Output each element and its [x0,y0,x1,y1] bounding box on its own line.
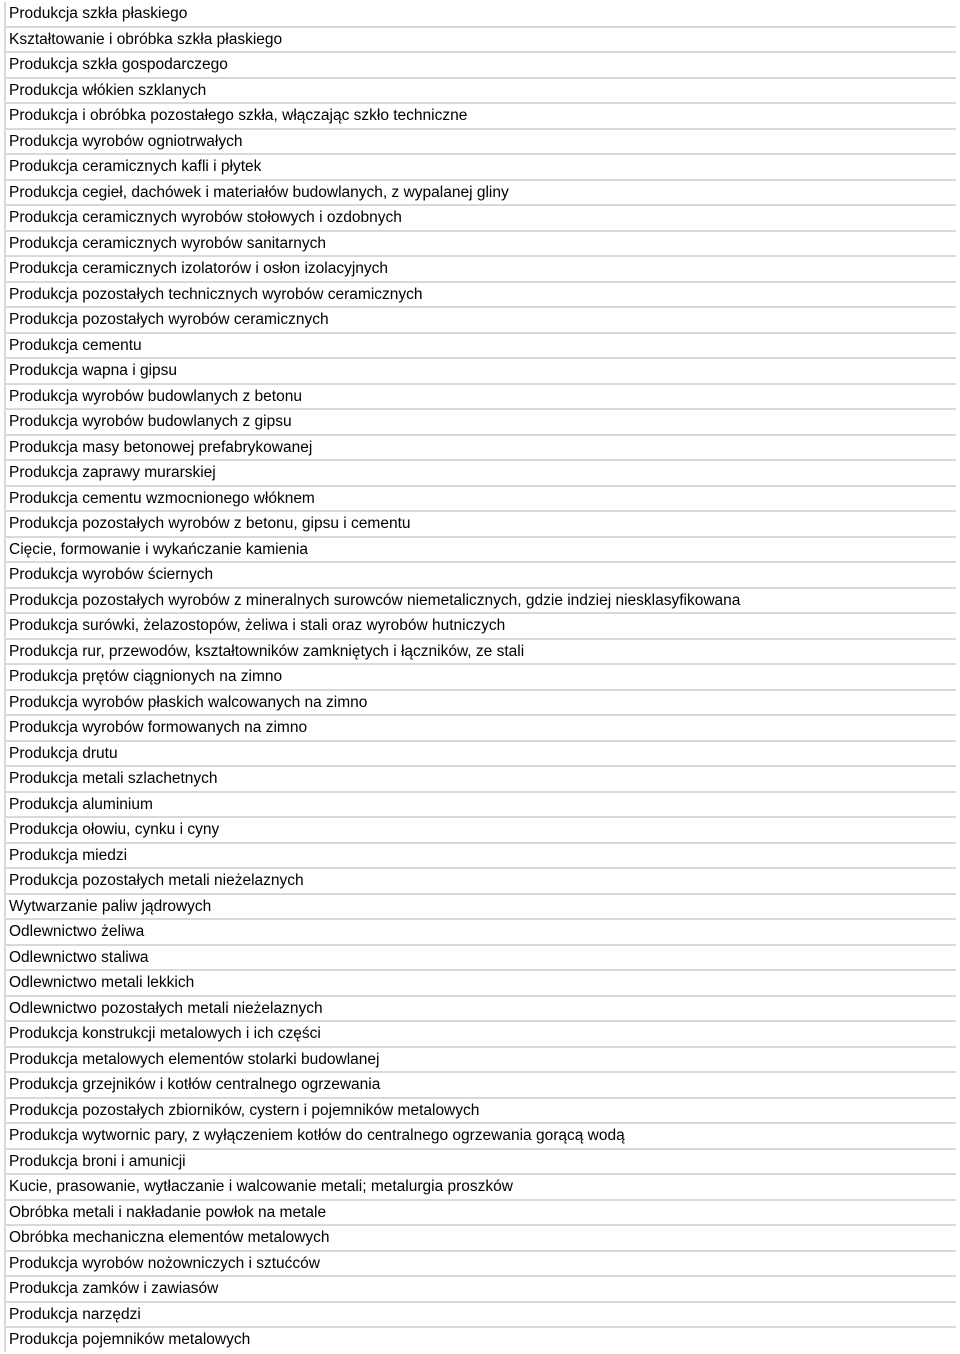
list-item [4,1071,956,1097]
list-item [4,995,956,1021]
list-item-label: Produkcja ceramicznych wyrobów sanitarnych [9,234,327,252]
list-item-label: Produkcja wapna i gipsu [9,362,178,379]
list-item [4,740,956,766]
list-item [4,765,956,791]
list-item-label: Produkcja aluminium [9,795,153,813]
list-item-label: Produkcja ceramicznych izolatorów i osłon izolacyjnych [9,260,389,277]
list-item-label: Produkcja pozostałych metali nieżelaznych [9,872,304,889]
list-item [4,255,956,281]
list-item-label: Produkcja ołowiu, cynku i cyny [9,821,220,838]
list-item [4,969,956,995]
list-item [4,281,956,307]
list-item [4,587,956,613]
list-item-label: Odlewnictwo pozostałych metali nieżelaznych [9,999,323,1017]
list-item-label: Produkcja szkła płaskiego [9,5,188,22]
list-item-label: Produkcja metali szlachetnych [9,770,218,787]
list-item [4,408,956,434]
list-item [4,153,956,179]
list-item-label: Odlewnictwo żeliwa [9,923,145,940]
list-item [4,1173,956,1199]
list-item-label: Produkcja pozostałych zbiorników, cystern i pojemników metalowych [9,1101,480,1119]
list-item [4,306,956,332]
list-item-label: Produkcja narzędzi [9,1305,141,1323]
list-item [4,230,956,256]
list-item-label: Produkcja szkła gospodarczego [9,56,228,73]
list-item [4,434,956,460]
list-item-label: Obróbka mechaniczna elementów metalowych [9,1229,330,1246]
list-item [4,1301,956,1327]
list-item [4,510,956,536]
list-item-label: Produkcja cementu wzmocnionego włóknem [9,489,315,507]
list-item [4,561,956,587]
list-item [4,689,956,715]
list-item-label: Produkcja wyrobów płaskich walcowanych na zimno [9,693,368,711]
list-item [4,357,956,383]
list-item [4,383,956,409]
list-item-label: Produkcja pozostałych wyrobów ceramicznych [9,311,329,328]
list-item [4,1020,956,1046]
list-item [4,944,956,970]
list-item [4,459,956,485]
list-item [4,918,956,944]
list-item [4,128,956,154]
list-item-label: Wytwarzanie paliw jądrowych [9,897,212,915]
list-item [4,714,956,740]
list-item [4,1122,956,1148]
list-item-label: Produkcja cementu [9,336,142,354]
list-item-label: Produkcja pojemników metalowych [9,1331,251,1348]
activity-list [4,2,956,1352]
list-item-label: Produkcja pozostałych wyrobów z mineralnych surowców niemetalicznych, gdzie indziej niesklasyfikowana [9,591,741,609]
list-item [4,1148,956,1174]
list-item [4,791,956,817]
list-item [4,663,956,689]
list-item [4,816,956,842]
list-item-label: Produkcja metalowych elementów stolarki budowlanej [9,1050,380,1068]
list-item [4,536,956,562]
list-item-label: Produkcja wyrobów formowanych na zimno [9,719,308,736]
list-item-label: Produkcja pozostałych wyrobów z betonu, gipsu i cementu [9,515,411,532]
list-item [4,1224,956,1250]
list-item-label: Produkcja wyrobów ściernych [9,566,214,583]
list-item [4,1326,956,1352]
list-item-label: Cięcie, formowanie i wykańczanie kamienia [9,540,308,558]
list-item [4,1097,956,1123]
list-item-label: Produkcja wyrobów budowlanych z betonu [9,387,302,405]
list-item [4,102,956,128]
list-item [4,51,956,77]
list-item-label: Produkcja broni i amunicji [9,1152,186,1170]
list-item [4,612,956,638]
list-item [4,1250,956,1276]
list-item [4,842,956,868]
list-item [4,1046,956,1072]
list-item-label: Produkcja drutu [9,744,118,762]
list-item-label: Produkcja rur, przewodów, kształtowników zamkniętych i łączników, ze stali [9,642,525,660]
list-item-label: Produkcja ceramicznych kafli i płytek [9,158,262,175]
list-item-label: Kształtowanie i obróbka szkła płaskiego [9,30,283,48]
list-item [4,893,956,919]
list-item-label: Produkcja wyrobów ogniotrwałych [9,132,243,150]
list-item-label: Odlewnictwo staliwa [9,948,149,966]
list-item [4,638,956,664]
list-item [4,485,956,511]
list-item [4,1275,956,1301]
list-item-label: Produkcja włókien szklanych [9,81,207,99]
list-item-label: Produkcja wyrobów nożowniczych i sztućców [9,1254,320,1272]
list-item-label: Produkcja prętów ciągnionych na zimno [9,668,283,685]
list-item-label: Odlewnictwo metali lekkich [9,974,195,991]
list-item [4,179,956,205]
list-item-label: Produkcja pozostałych technicznych wyrobów ceramicznych [9,285,423,303]
list-item [4,204,956,230]
list-item [4,332,956,358]
list-item [4,26,956,52]
list-item [4,867,956,893]
list-item [4,1199,956,1225]
list-item-label: Produkcja grzejników i kotłów centralnego ogrzewania [9,1076,381,1093]
list-item-label: Produkcja wytwornic pary, z wyłączeniem kotłów do centralnego ogrzewania gorącą wodą [9,1127,625,1144]
list-item-label: Produkcja cegieł, dachówek i materiałów budowlanych, z wypalanej gliny [9,183,509,201]
list-item-label: Obróbka metali i nakładanie powłok na metale [9,1203,327,1221]
list-item-label: Produkcja zamków i zawiasów [9,1280,219,1297]
list-item-label: Produkcja i obróbka pozostałego szkła, włączając szkło techniczne [9,107,468,124]
list-item-label: Kucie, prasowanie, wytłaczanie i walcowanie metali; metalurgia proszków [9,1178,513,1195]
list-item-label: Produkcja wyrobów budowlanych z gipsu [9,413,292,430]
list-item-label: Produkcja ceramicznych wyrobów stołowych i ozdobnych [9,209,402,226]
list-item-label: Produkcja surówki, żelazostopów, żeliwa i stali oraz wyrobów hutniczych [9,617,506,634]
list-item [4,77,956,103]
list-item-label: Produkcja miedzi [9,846,128,864]
list-item-label: Produkcja konstrukcji metalowych i ich części [9,1025,321,1042]
list-item-label: Produkcja zaprawy murarskiej [9,464,216,481]
list-item-label: Produkcja masy betonowej prefabrykowanej [9,438,313,456]
list-item [4,2,956,26]
